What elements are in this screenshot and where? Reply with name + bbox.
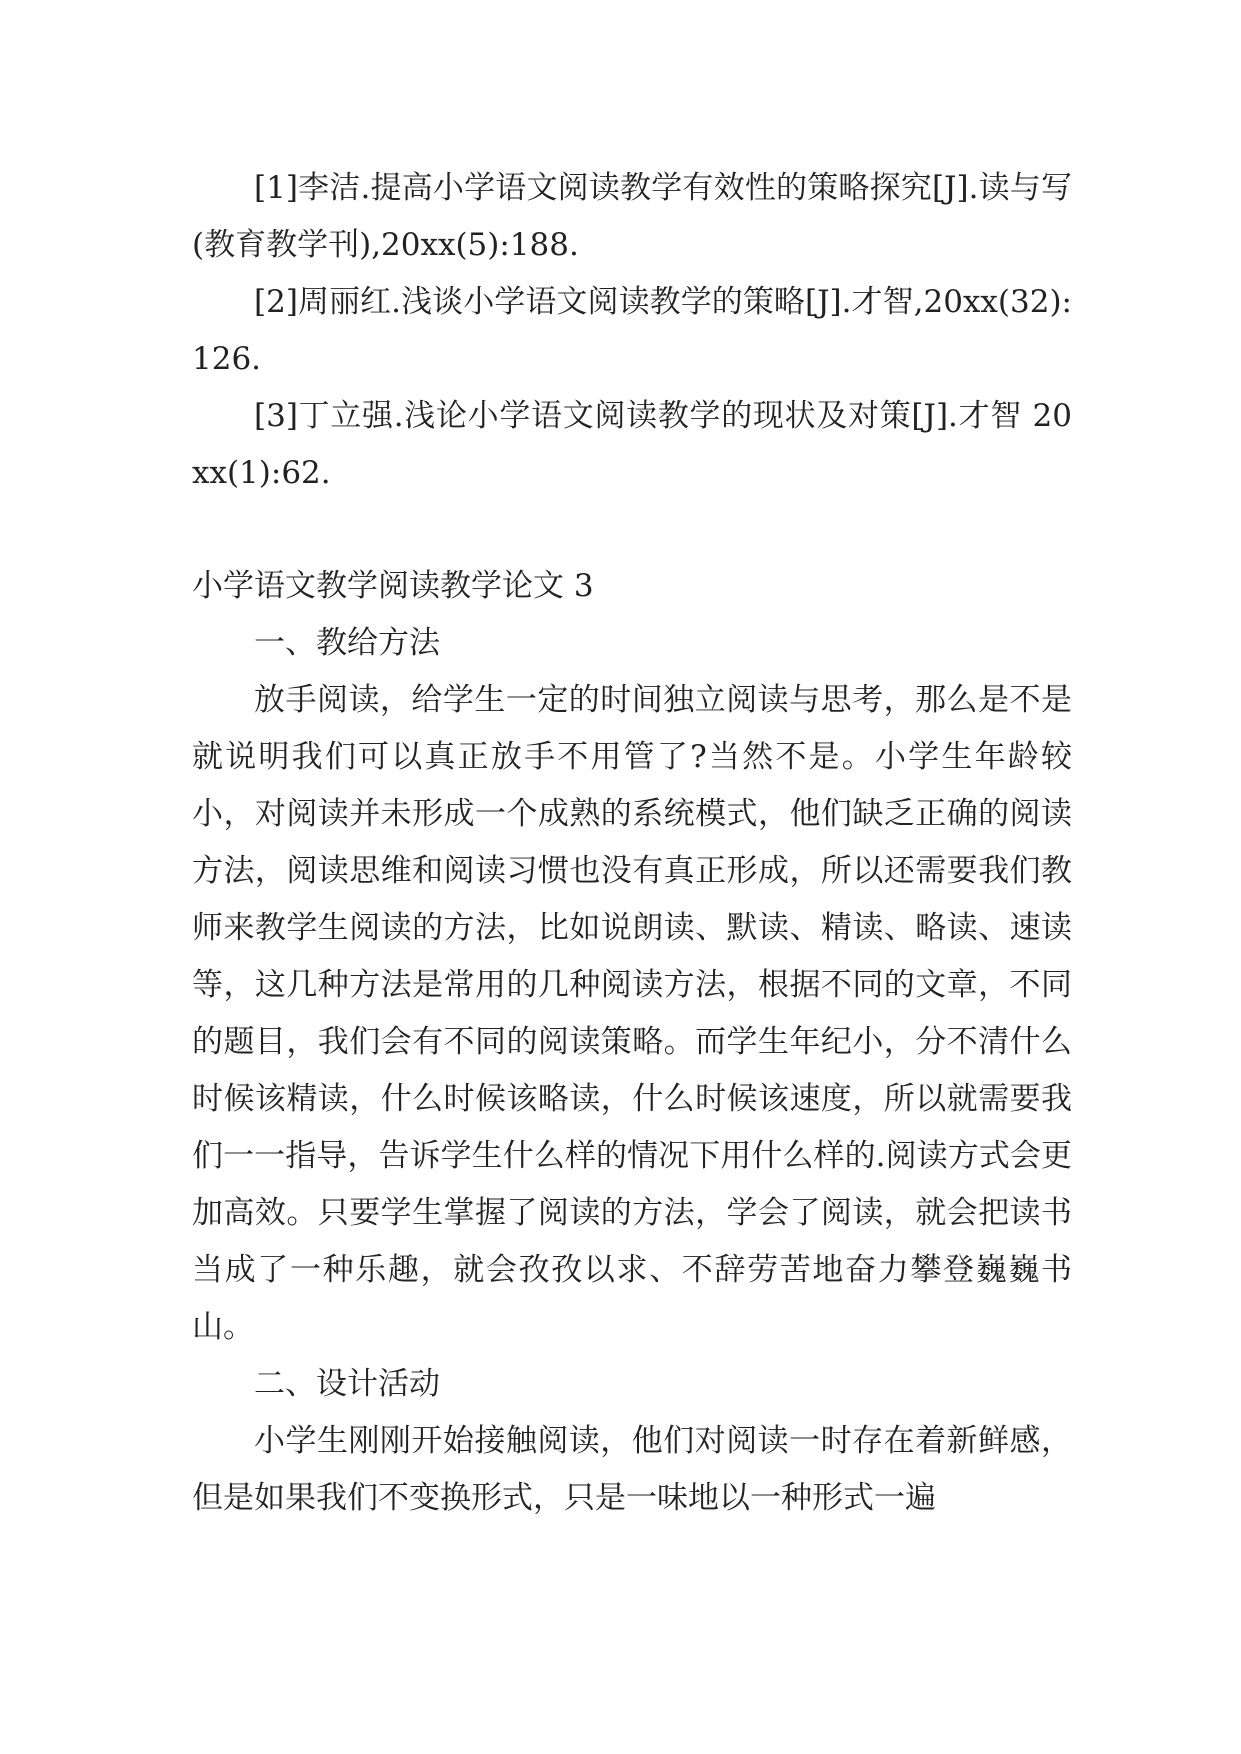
- reference-list: [192, 160, 1072, 502]
- body-paragraph-1: 放手阅读，给学生一定的时间独立阅读与思考，那么是不是就说明我们可以真正放手不用管了?当然不是。小学生年龄较小，对阅读并未形成一个成熟的系统模式，他们缺乏正确的阅读方法，阅读思维和阅读习惯也没有真正形成，所以还需要我们教师来教学生阅读的方法，比如说朗读、默读、精读、略读、速读等，这几种方法是常用的几种阅读方法，根据不同的文章，不同的题目，我们会有不同的阅读策略。而学生年纪小，分不清什么时候该精读，什么时候该略读，什么时候该速度，所以就需要我们一一指导，告诉学生什么样的情况下用什么样的.阅读方式会更加高效。只要学生掌握了阅读的方法，学会了阅读，就会把读书当成了一种乐趣，就会孜孜以求、不辞劳苦地奋力攀登巍巍书山。: [192, 682, 1072, 1345]
- body-paragraph-2: 小学生刚刚开始接触阅读，他们对阅读一时存在着新鲜感，但是如果我们不变换形式，只是一味地以一种形式一遍: [192, 1423, 1072, 1516]
- section-title: 小学语文教学阅读教学论文 3: [192, 568, 594, 604]
- section-heading-2: 二、设计活动: [254, 1366, 440, 1402]
- document-page: [192, 160, 1072, 1527]
- reference-item-3: [3]丁立强.浅论小学语文阅读教学的现状及对策[J].才智 20xx(1):62.: [192, 398, 1072, 491]
- reference-item-2: [2]周丽红.浅谈小学语文阅读教学的策略[J].才智,20xx(32):126.: [192, 284, 1072, 377]
- section-heading-1: 一、教给方法: [254, 625, 440, 661]
- reference-item-1: [1]李洁.提高小学语文阅读教学有效性的策略探究[J].读与写(教育教学刊),20xx(5):188.: [192, 170, 1072, 263]
